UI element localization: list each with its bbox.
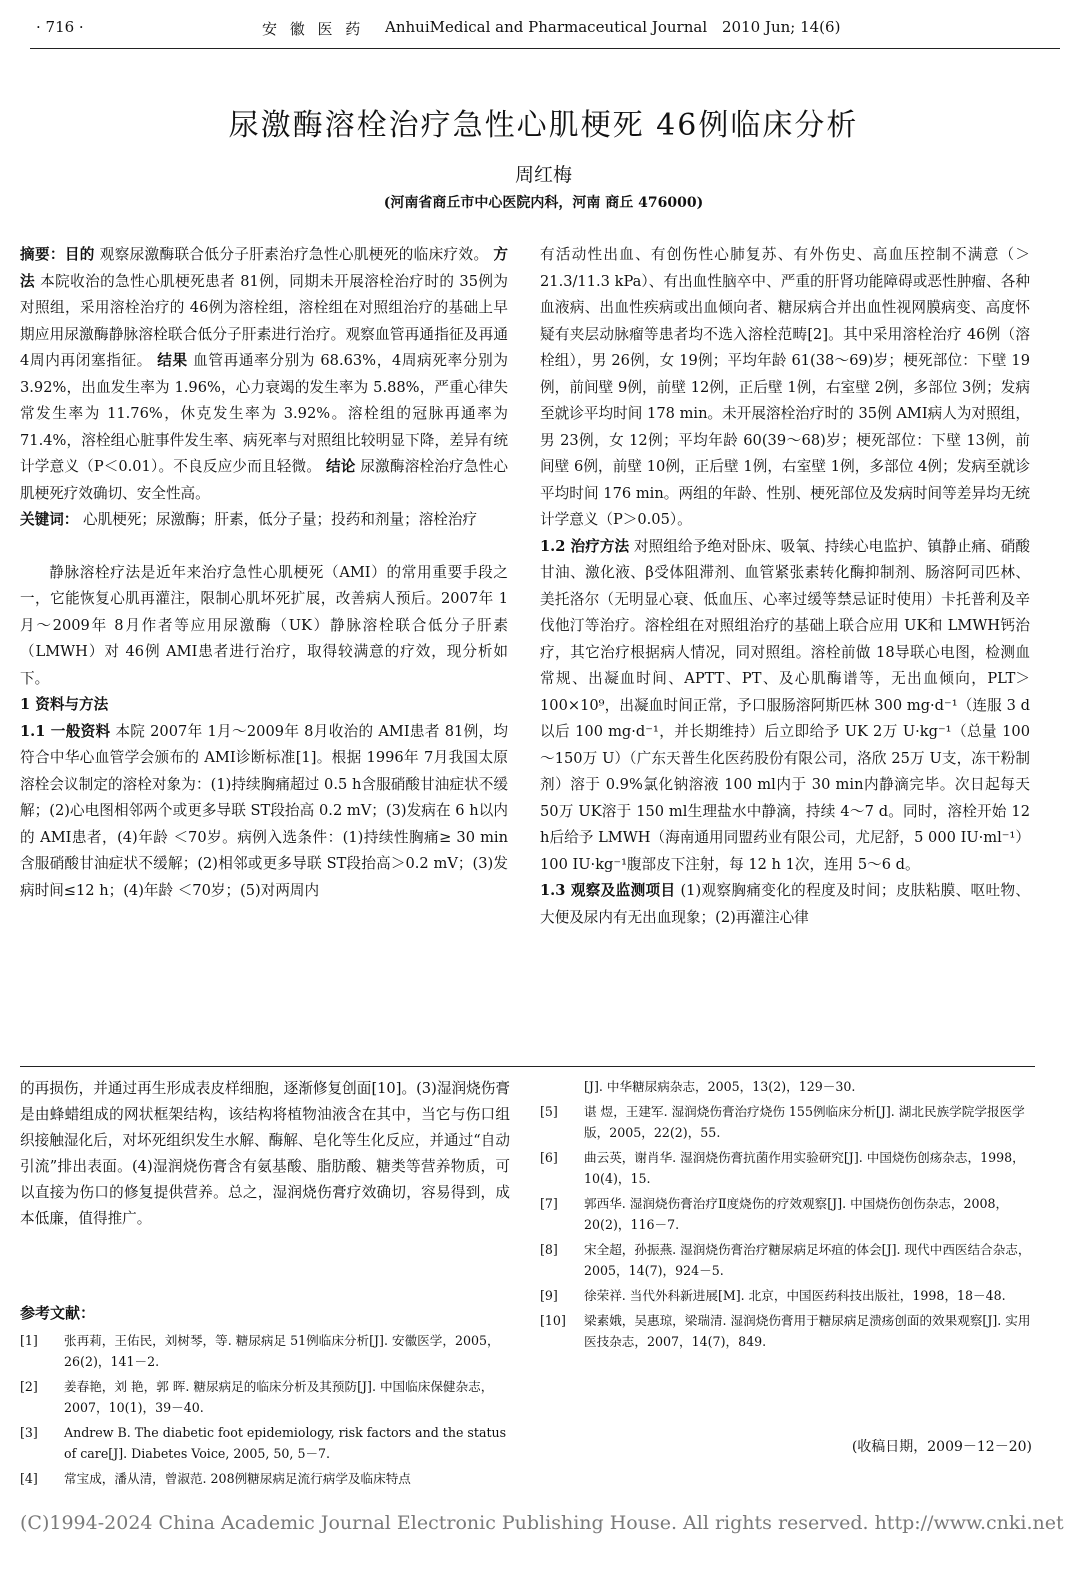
reference-item: [1] 张再莉，王佑民，刘树琴，等. 糖尿病足 51例临床分析[J]. 安徽医学，2005，26(2)，141－2. bbox=[20, 1333, 500, 1369]
abstract-method-text: 本院收治的急性心肌梗死患者 81例，同期未开展溶栓治疗时的 35例为对照组，采用溶栓治疗的 46例为溶栓组，溶栓组在对照组治疗的基础上早期应用尿激酶静脉溶栓联合低分子肝素进行治疗。观察血管再通指征及再通 4周内再闭塞指征。 bbox=[20, 272, 508, 369]
abstract-method-label: 方法 bbox=[20, 246, 508, 290]
reference-item: [J]. 中华糖尿病杂志，2005，13(2)，129－30. bbox=[584, 1079, 856, 1094]
section-1-3-text: (1)观察胸痛变化的程度及时间；皮肤粘膜、呕吐物、大便及尿内有无出血现象；(2)再灌注心律 bbox=[540, 882, 1030, 926]
inclusion-criteria-paragraph: 有活动性出血、有创伤性心肺复苏、有外伤史、高血压控制不满意（＞21.3/11.3 kPa）、有出血性脑卒中、严重的肝肾功能障碍或恶性肿瘤、各种血液病、出血性疾病或出血倾向者、糖尿病合并出血性视网膜病变、高度怀疑有夹层动脉瘤等患者均不选入溶栓范畴[2]。其中采用溶栓治疗 46例（溶栓组），男 26例，女 19例；平均年龄 61(38～69)岁；梗死部位：下壁 19例，前间壁 9例，前壁 12例，正后壁 1例，右室壁 2例，多部位 3例；发病至就诊平均时间 178 min。未开展溶栓治疗时的 35例 AMI病人为对照组，男 23例，女 12例；平均年龄 60(39～68)岁；梗死部位：下壁 13例，前间壁 6例，前壁 10例，正后壁 1例，右室壁 1例，多部位 4例；发病至就诊平均时间 176 min。两组的年龄、性别、梗死部位及发病时间等差异均无统计学意义（P＞0.05）。 bbox=[540, 246, 1030, 528]
section-1-3-heading: 1.3 观察及监测项目 bbox=[540, 882, 676, 899]
copyright-footer: (C)1994-2024 China Academic Journal Electronic Publishing House. All rights reserved. http://www.cnki.net bbox=[20, 1512, 1064, 1534]
keywords-text: 心肌梗死；尿激酶；肝素，低分子量；投药和剂量；溶栓治疗 bbox=[83, 511, 478, 528]
running-header bbox=[30, 18, 1060, 44]
abstract-objective-label: 摘要：目的 bbox=[20, 246, 95, 263]
references-left bbox=[20, 1330, 510, 1493]
header-rule bbox=[30, 48, 1060, 49]
intro-paragraph: 静脉溶栓疗法是近年来治疗急性心肌梗死（AMI）的常用重要手段之一，它能恢复心肌再灌注，限制心肌坏死扩展，改善病人预后。2007年 1月～2009年 8月作者等应用尿激酶（UK）静脉溶栓联合低分子肝素（LMWH）对 46例 AMI患者进行治疗，取得较满意的疗效，现分析如下。 bbox=[20, 563, 508, 687]
reference-item: [8] 宋全超，孙振燕. 湿润烧伤膏治疗糖尿病足坏疽的体会[J]. 现代中西医结合杂志，2005，14(7)，924－5. bbox=[540, 1242, 1031, 1278]
reference-item: [5] 谌 煜，王建军. 湿润烧伤膏治疗烧伤 155例临床分析[J]. 湖北民族学院学报医学版，2005，22(2)，55. bbox=[540, 1104, 1025, 1140]
reference-item: [4] 常宝成，潘从清，曾淑范. 208例糖尿病足流行病学及临床特点 bbox=[20, 1471, 411, 1486]
received-date: (收稿日期，2009－12－20) bbox=[851, 1439, 1032, 1455]
reference-item: [10] 梁素娥，吴惠琼，梁瑞清. 湿润烧伤膏用于糖尿病足溃疡创面的效果观察[J]. 实用医技杂志，2007，14(7)，849. bbox=[540, 1313, 1031, 1349]
reference-item: [6] 曲云英，谢肖华. 湿润烧伤膏抗菌作用实验研究[J]. 中国烧伤创疡杂志，1998，10(4)，15. bbox=[540, 1150, 1025, 1186]
section-1-3 bbox=[540, 878, 1030, 931]
section-divider bbox=[20, 1066, 1035, 1067]
section-1-1-heading: 1.1 一般资料 bbox=[20, 722, 111, 740]
reference-item: [7] 郭西华. 湿润烧伤膏治疗Ⅱ度烧伤的疗效观察[J]. 中国烧伤创伤杂志，2008，20(2)，116－7. bbox=[540, 1196, 1009, 1232]
keywords-label: 关键词： bbox=[20, 511, 79, 528]
article-author: 周红梅 bbox=[514, 164, 572, 186]
section-1-1 bbox=[20, 719, 508, 905]
journal-issue: 2010 Jun; 14(6) bbox=[722, 18, 841, 36]
journal-name-cn: 安 徽 医 药 bbox=[262, 20, 365, 38]
keywords bbox=[20, 507, 508, 534]
reference-item: [9] 徐荣祥. 当代外科新进展[M]. 北京，中国医药科技出版社，1998，18－48. bbox=[540, 1288, 1006, 1303]
reference-item: [3] Andrew B. The diabetic foot epidemiology, risk factors and the status of care[J]. Diabetes Voice, 2005, 50, 5－7. bbox=[20, 1425, 507, 1461]
article-affiliation: (河南省商丘市中心医院内科，河南 商丘 476000) bbox=[383, 195, 704, 211]
reference-item: [2] 姜春艳，刘 艳，郭 晖. 糖尿病足的临床分析及其预防[J]. 中国临床保健杂志，2007，10(1)，39－40. bbox=[20, 1379, 494, 1415]
section-1-1-text: 本院 2007年 1月～2009年 8月收治的 AMI患者 81例，均符合中华心血管学会颁布的 AMI诊断标准[1]。根据 1996年 7月我国太原溶栓会议制定的溶栓对象为：(1)持续胸痛超过 0.5 h含服硝酸甘油症状不缓解；(2)心电图相邻两个或更多导联 ST段抬高 0.2 mV；(3)发病在 6 h以内的 AMI患者，(4)年龄 ＜70岁。病例入选条件：(1)持续性胸痛≥ 30 min含服硝酸甘油症状不缓解；(2)相邻或更多导联 ST段抬高＞0.2 mV；(3)发病时间≤12 h；(4)年龄 ＜70岁；(5)对两周内 bbox=[20, 722, 508, 899]
section-1-2 bbox=[540, 534, 1030, 879]
previous-article-tail bbox=[20, 1076, 510, 1232]
references-right bbox=[540, 1076, 1035, 1356]
page-number: · 716 · bbox=[36, 18, 84, 36]
section-1-2-text: 对照组给予绝对卧床、吸氧、持续心电监护、镇静止痛、硝酸甘油、激化液、β受体阻滞剂、血管紧张素转化酶抑制剂、肠溶阿司匹林、美托洛尔（无明显心衰、低血压、心率过缓等禁忌证时使用）卡托普利及辛伐他汀等治疗。溶栓组在对照组治疗的基础上联合应用 UK和 LMWH钙治疗，其它治疗根据病人情况，同对照组。溶栓前做 18导联心电图，检测血常规、出凝血时间、APTT、PT、及心肌酶谱等，无出血倾向，PLT＞100×10⁹，出凝血时间正常，予口服肠溶阿斯匹林 300 mg·d⁻¹（连服 3 d以后 100 mg·d⁻¹，并长期维持）后立即给予 UK 2万 U·kg⁻¹（总量 100～150万 U）（广东天普生化医药股份有限公司，洛欣 25万 U支，冻干粉制剂）溶于 0.9%氯化钠溶液 100 ml内于 30 min内静滴完毕。次日起每天 50万 UK溶于 150 ml生理盐水中静滴，持续 4～7 d。同时，溶栓开始 12 h后给予 LMWH（海南通用同盟药业有限公司，尤尼舒，5 000 IU·ml⁻¹）100 IU·kg⁻¹腹部皮下注射，每 12 h 1次，连用 5～6 d。 bbox=[540, 537, 1030, 873]
left-column bbox=[20, 242, 508, 904]
section-1-heading: 1 资料与方法 bbox=[20, 696, 109, 713]
journal-name-en: AnhuiMedical and Pharmaceutical Journal bbox=[385, 18, 708, 36]
abstract-conclusion-label: 结论 bbox=[325, 458, 356, 475]
article-title: 尿激酶溶栓治疗急性心肌梗死 46例临床分析 bbox=[228, 108, 859, 143]
previous-article-text: 的再损伤，并通过再生形成表皮样细胞，逐渐修复创面[10]。(3)湿润烧伤膏是由蜂蜡组成的网状框架结构，该结构将植物油液含在其中，当它与伤口组织接触湿化后，对坏死组织发生水解、酶解、皂化等生化反应，并通过“自动引流”排出表面。(4)湿润烧伤膏含有氨基酸、脂肪酸、糖类等营养物质，可以直接为伤口的修复提供营养。总之，湿润烧伤膏疗效确切，容易得到，成本低廉，值得推广。 bbox=[20, 1080, 510, 1227]
references-heading: 参考文献： bbox=[20, 1304, 96, 1322]
abstract bbox=[20, 242, 508, 507]
abstract-result-text: 血管再通率分别为 68.63%，4周病死率分别为 3.92%，出血发生率为 1.96%，心力衰竭的发生率为 5.88%，严重心律失常发生率为 11.76%，休克发生率为 3.92%。溶栓组的冠脉再通率为 71.4%，溶栓组心脏事件发生率、病死率与对照组比较明显下降，差异有统计学意义（P＜0.01）。不良反应少而且轻微。 bbox=[20, 352, 508, 475]
abstract-result-label: 结果 bbox=[157, 352, 188, 369]
abstract-objective-text: 观察尿激酶联合低分子肝素治疗急性心肌梗死的临床疗效。 bbox=[99, 246, 489, 263]
abstract-conclusion-text: 尿激酶溶栓治疗急性心肌梗死疗效确切、安全性高。 bbox=[20, 458, 508, 502]
section-1-2-heading: 1.2 治疗方法 bbox=[540, 537, 630, 555]
right-column bbox=[540, 242, 1030, 931]
